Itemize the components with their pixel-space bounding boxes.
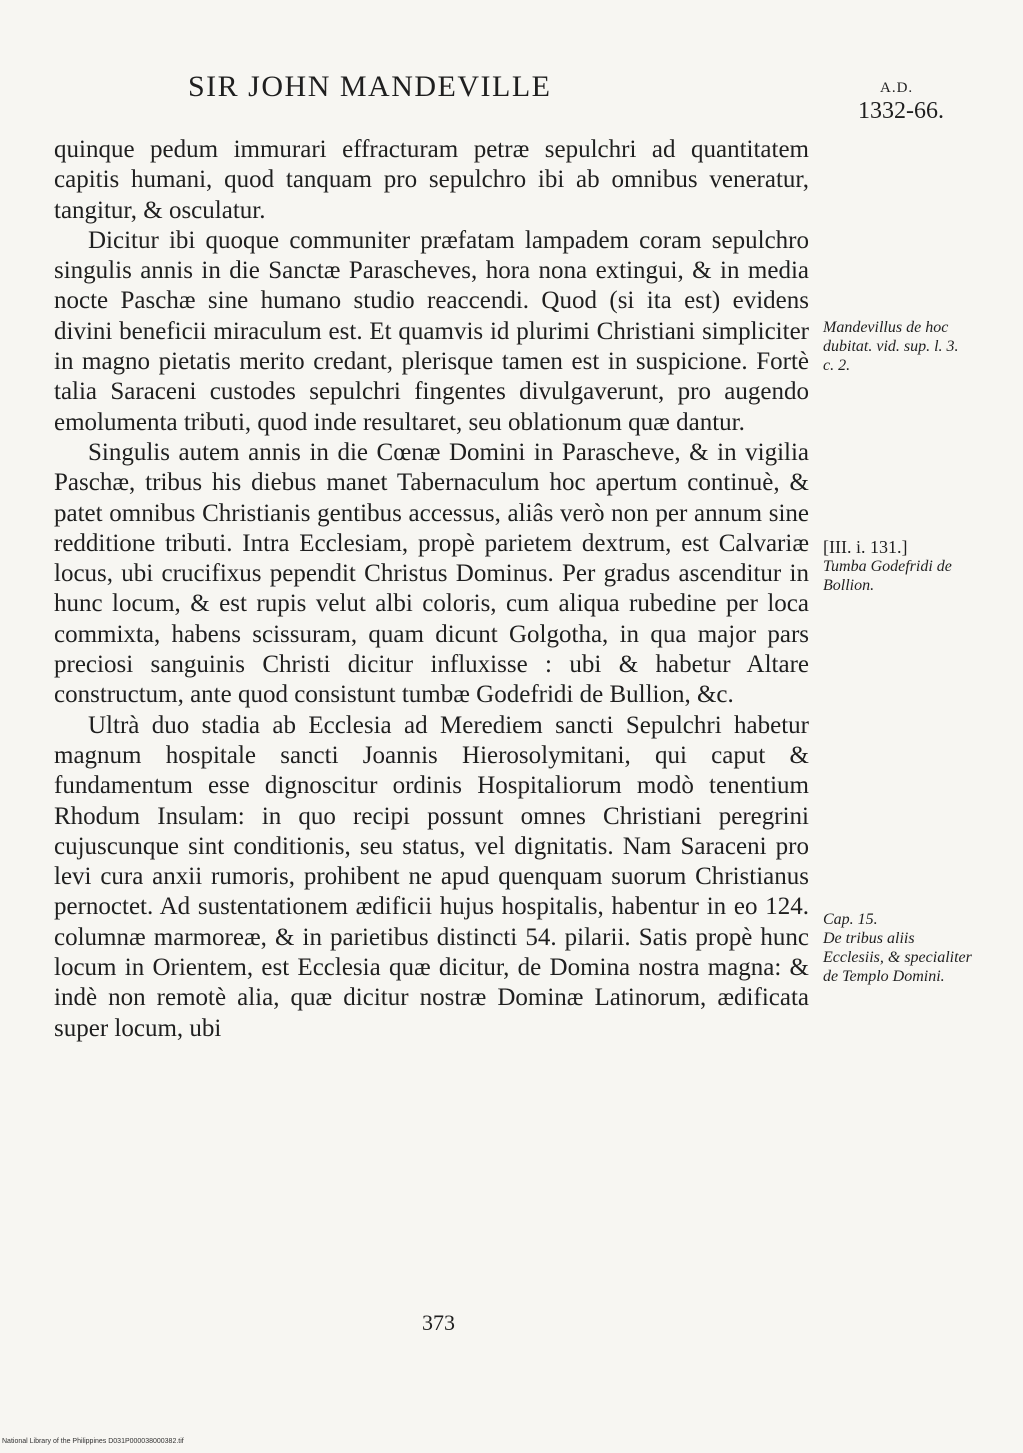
running-title: SIR JOHN MANDEVILLE xyxy=(188,70,552,103)
margin-note-reference: [III. i. 131.] xyxy=(823,537,908,557)
paragraph-1: quinque pedum immurari effracturam petræ sepulchri ad quantitatem capitis humani, quod tanquam pro sepulchro ibi ab omnibus veneratur, tangitur, & osculatur. xyxy=(54,136,809,224)
ad-years: 1332-66. xyxy=(858,98,944,124)
paragraph-2: Dicitur ibi quoque communiter præfatam lampadem coram sepulchro singulis annis in die Sanctæ Parascheves, hora nona extingui, & in media nocte Paschæ sine humano studio reaccendi. Quod (si ita est) evidens divini beneficii miraculum est. Et quamvis id plurimi Christiani simpliciter in magno pietatis merito credant, plerisque tamen est in suspicione. Fortè talia Saraceni custodes sepulchri fingentes divulgaverunt, pro augendo emolumenta tributi, quod inde resultaret, seu oblationum quæ dantur. xyxy=(54,226,809,436)
scan-credit: National Library of the Philippines D031P000038000382.tif xyxy=(2,1438,184,1445)
margin-note-cap15 xyxy=(823,910,973,986)
margin-note-tumba-text: Tumba Godefridi de Bollion. xyxy=(823,558,952,594)
margin-note-mandevillus: Mandevillus de hoc dubitat. vid. sup. l. 3. c. 2. xyxy=(823,319,959,374)
margin-note-chapter: Cap. 15. xyxy=(823,911,878,928)
margin-note-chapter-text: De tribus aliis Ecclesiis, & specialiter de Templo Domini. xyxy=(823,930,972,985)
margin-note-tumba xyxy=(823,538,973,595)
paragraph-4: Ultrà duo stadia ab Ecclesia ad Merediem sancti Sepulchri habetur magnum hospitale sancti Joannis Hierosolymitani, qui caput & fundamentum esse dignoscitur ordinis Hospitaliorum modò tenentium Rhodum Insulam: in quo recipi possunt omnes Christiani peregrini cujuscunque sint conditionis, seu status, vel dignitatis. Nam Saraceni pro levi cura anxii rumoris, prohibent ne apud quenquam suorum Christianus pernoctet. Ad sustentationem ædificii hujus hospitalis, habentur in eo 124. columnæ marmoreæ, & in parietibus distincti 54. pilarii. Satis propè hunc locum in Orientem, est Ecclesia quæ dicitur, de Domina nostra magna: & indè non remotè alia, quæ dicitur nostræ Dominæ Latinorum, ædificata super locum, ubi xyxy=(54,711,809,1042)
ad-label: A.D. xyxy=(880,80,914,96)
page-number: 373 xyxy=(422,1310,455,1335)
main-text xyxy=(54,135,809,1044)
paragraph-3: Singulis autem annis in die Cœnæ Domini in Parascheve, & in vigilia Paschæ, tribus his diebus manet Tabernaculum hoc apertum continuè, & patet omnibus Christianis gentibus accessus, aliâs verò non per annum sine redditione tributi. Intra Ecclesiam, propè parietem dextrum, est Calvariæ locus, ubi crucifixus pependit Christus Dominus. Per gradus ascenditur in hunc locum, & est rupis velut albi coloris, cum aliqua rubedine per loca commixta, habens scissuram, quam dicunt Golgotha, in qua major pars preciosi sanguinis Christi dicitur influxisse : ubi & habetur Altare constructum, ante quod consistunt tumbæ Godefridi de Bullion, &c. xyxy=(54,438,809,709)
